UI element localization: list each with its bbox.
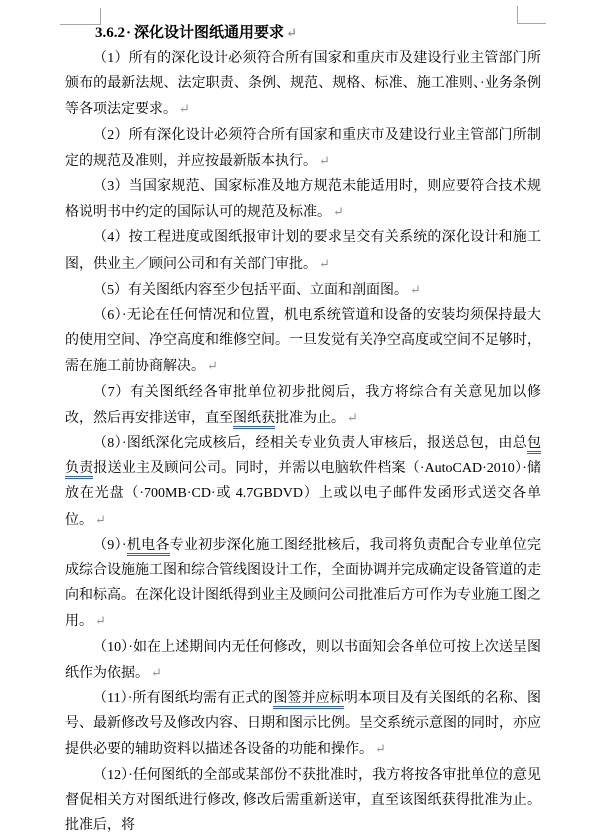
text-segment: （6）·无论在任何情况和位置，机电系统管道和设备的安装均须保持最大的使用空间、净空高度和维修空间。一旦发觉有关净空高度或空间不足够时，需在施工前协商解决。 [65, 308, 541, 375]
paragraph [65, 46, 541, 123]
paragraph-mark-icon: ↵ [95, 511, 106, 527]
paragraph [65, 431, 541, 533]
text-segment: （4）按工程进度或图纸报审计划的要求呈交有关系统的深化设计和施工图，供业主／顾问公司和有关部门审批。 [65, 230, 541, 272]
space-mark: · [126, 25, 132, 41]
text-segment: （11）·所有图纸均需有正式的 [93, 691, 274, 707]
text-segment: （12）·任何图纸的全部或某部份不获批准时，我方将按各审批单位的意见督促相关方对图纸进行修改, 修改后需重新送审，直至该图纸获得批准为止。批准后，将 [65, 767, 541, 834]
paragraph [65, 533, 541, 635]
grammar-underlined-text: 机电各 [127, 538, 170, 556]
grammar-underlined-text: 包负责 [65, 436, 541, 479]
text-segment: 批准为止。 [275, 410, 345, 426]
paragraph-mark-icon: ↵ [319, 152, 330, 168]
paragraph-mark-icon: ↵ [95, 613, 106, 629]
paragraph-mark-icon: ↵ [286, 25, 297, 40]
text-segment: （9）· [93, 537, 127, 553]
text-segment: 报送业主及顾问公司。同时，并需以电脑软件档案（·AutoCAD·2010）·储放在光盘（·700MB·CD·或 4.7GBDVD）上或以电子邮件发函形式送交各单位。 [65, 461, 541, 528]
grammar-underlined-text: 图纸获 [233, 411, 275, 429]
paragraph [65, 635, 541, 686]
paragraph-list [65, 46, 541, 838]
section-heading [65, 20, 541, 46]
text-segment: 专业初步深化施工图经批核后，我司将负责配合专业单位完成综合设施施工图和综合管线图设计工作，全面协调并完成确定设备管道的走向和标高。在深化设计图纸得到业主及顾问公司批准后方可作为专业施工图之用。 [65, 537, 542, 630]
paragraph [65, 686, 541, 763]
paragraph-mark-icon: ↵ [207, 358, 218, 374]
text-segment: （2）所有深化设计必须符合所有国家和重庆市及建设行业主管部门所制定的规范及准则，并应按最新版本执行。 [65, 127, 541, 169]
paragraph [65, 174, 541, 225]
paragraph [65, 225, 541, 276]
section-title: 深化设计图纸通用要求 [134, 25, 285, 41]
paragraph-mark-icon: ↵ [151, 664, 162, 680]
paragraph-mark-icon: ↵ [347, 409, 358, 425]
text-segment: （7）有关图纸经各审批单位初步批阅后，我方将综合有关意见加以修改，然后再安排送审，直至 [65, 384, 541, 426]
paragraph [65, 123, 541, 174]
text-segment: （3）当国家规范、国家标准及地方规范未能适用时，则应要符合技术规格说明书中约定的国际认可的规范及标准。 [65, 179, 541, 221]
paragraph [65, 303, 541, 380]
paragraph [65, 763, 541, 838]
paragraph-mark-icon: ↵ [179, 101, 190, 117]
text-segment: （8）·图纸深化完成核后，经相关专业负责人审核后，报送总包，由总 [93, 436, 527, 452]
paragraph-mark-icon: ↵ [410, 281, 421, 297]
text-segment: （1）所有的深化设计必须符合所有国家和重庆市及建设行业主管部门所颁布的最新法规、法定职责、条例、规范、规格、标准、施工准则、·业务条例等各项法定要求。 [65, 51, 541, 118]
paragraph [65, 277, 541, 303]
paragraph-mark-icon: ↵ [333, 204, 344, 220]
section-number: 3.6.2 [95, 25, 125, 41]
document-content [65, 20, 541, 838]
text-segment: 明本项目及有关图纸的名称、图号、最新修改号及修改内容、日期和图示比例。呈交系统示意图的同时，亦应提供必要的辅助资料以描述各设备的功能和操作。 [65, 691, 541, 758]
paragraph [65, 380, 541, 431]
text-segment: （10）·如在上述期间内无任何修改，则以书面知会各单位可按上次送呈图纸作为依据。 [65, 639, 541, 681]
paragraph-mark-icon: ↵ [319, 255, 330, 271]
paragraph-mark-icon: ↵ [375, 741, 386, 757]
grammar-underlined-text: 图签并应标 [273, 691, 343, 709]
text-segment: （5）有关图纸内容至少包括平面、立面和剖面图。 [93, 282, 408, 298]
